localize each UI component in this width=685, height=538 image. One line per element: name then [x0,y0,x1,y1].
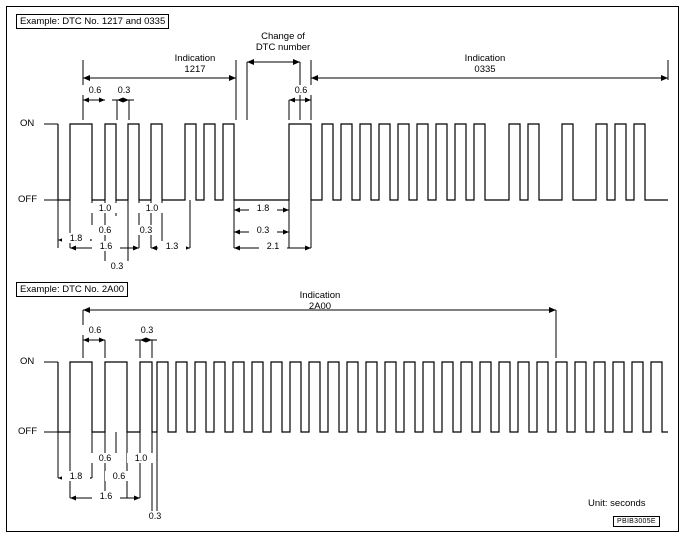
top-dim-0.3-c: 0.3 [103,261,131,271]
label-indication-2A00-line2: 2A00 [308,301,332,312]
bottom-dim-1.8: 1.8 [62,471,90,481]
top-dim-1.6: 1.6 [92,241,120,251]
label-indication-0335-line1: Indication [464,53,506,64]
top-dim-1.3: 1.3 [158,241,186,251]
bottom-off-label: OFF [18,426,37,437]
bottom-on-label: ON [20,356,35,367]
figure-code: PBIB3005E [613,516,660,527]
top-off-label: OFF [18,194,37,205]
bottom-dim-1.6: 1.6 [92,491,120,501]
label-change-line2: DTC number [255,42,311,53]
bottom-dim-0.3: 0.3 [141,511,169,521]
top-dim-0.6-a: 0.6 [79,85,111,95]
label-indication-2A00-line1: Indication [299,290,341,301]
top-dim-0.3-a2: 0.3 [132,225,160,235]
top-dim-0.3-a: 0.3 [108,85,140,95]
unit-note: Unit: seconds [588,498,646,509]
top-dim-1.0-a: 1.0 [91,203,119,213]
top-dim-1.8-change: 1.8 [249,203,277,213]
top-title: Example: DTC No. 1217 and 0335 [16,14,169,29]
bottom-dim-1.0: 1.0 [127,453,155,463]
label-change-line1: Change of [261,31,305,42]
bottom-dim-0.3-a: 0.3 [131,325,163,335]
top-dim-2.1: 2.1 [259,241,287,251]
bottom-dim-0.6-b: 0.6 [91,453,119,463]
top-dim-0.6-c: 0.6 [91,225,119,235]
bottom-dim-0.6-a: 0.6 [79,325,111,335]
top-on-label: ON [20,118,35,129]
top-dim-0.6-b: 0.6 [285,85,317,95]
top-dim-1.0-b: 1.0 [138,203,166,213]
top-dim-1.8-start: 1.8 [62,233,90,243]
bottom-title: Example: DTC No. 2A00 [16,282,128,297]
label-indication-1217-line2: 1217 [184,64,206,75]
label-indication-1217-line1: Indication [174,53,216,64]
label-indication-0335-line2: 0335 [474,64,496,75]
bottom-dim-0.6-c: 0.6 [105,471,133,481]
top-dim-0.3-b2: 0.3 [249,225,277,235]
